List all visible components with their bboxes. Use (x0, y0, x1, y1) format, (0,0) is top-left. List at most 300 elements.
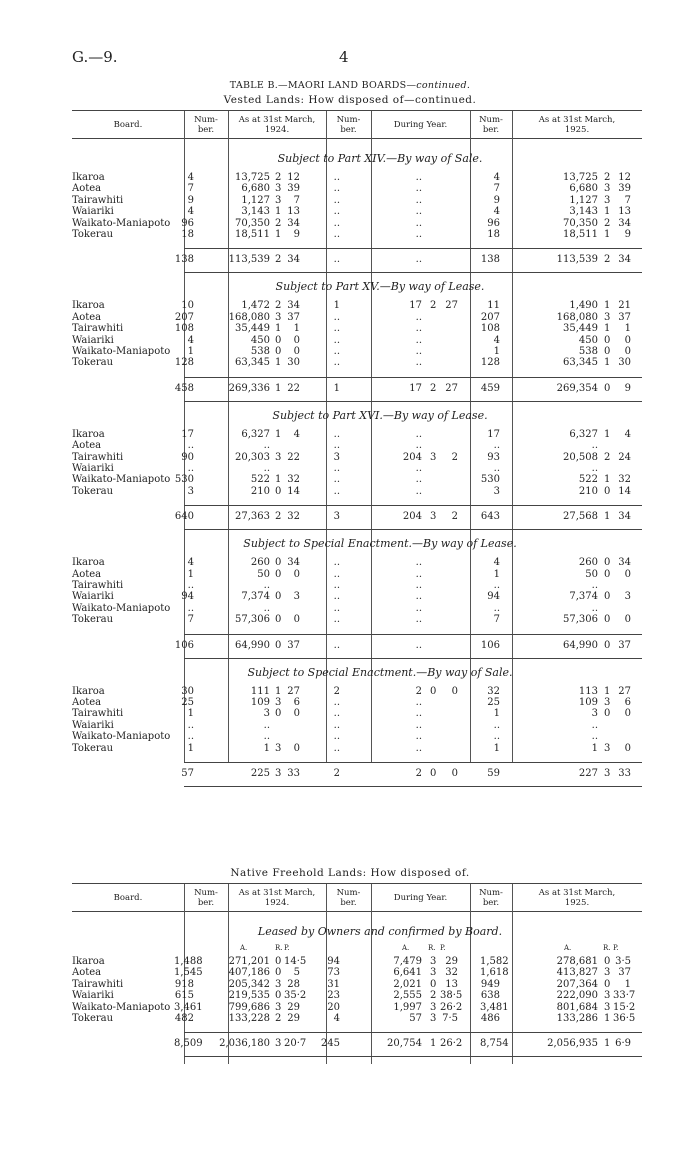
cell-r1: 0 (275, 346, 282, 357)
total-n1: 458 (174, 382, 194, 394)
cell-a1: 111 (250, 685, 270, 697)
cell-a2: .. (415, 463, 422, 474)
total-r1: 2 (275, 254, 282, 266)
cell-a1: 1,472 (241, 300, 270, 312)
page-identifier: G.—9. (72, 48, 118, 66)
cell-r3: 1 (604, 323, 611, 335)
cell-p1: 30 (287, 357, 300, 369)
cell-n2: 20 (327, 1001, 340, 1013)
cell-a1: .. (263, 719, 270, 731)
cell-p1: 14·5 (284, 956, 307, 967)
total-rule (184, 634, 642, 635)
table-row (72, 206, 642, 218)
unit-label-r: R. (603, 944, 611, 952)
cell-n1: .. (187, 440, 194, 452)
cell-a3: 168,080 (556, 311, 598, 323)
cell-p3: 21 (618, 300, 631, 312)
board-name: Tokerau (72, 614, 114, 626)
unit-label-p: P. (284, 944, 290, 952)
board-name: Tokerau (72, 357, 114, 369)
cell-a2: .. (415, 217, 422, 229)
cell-r1: 1 (275, 428, 282, 440)
header-as-at-1925: As at 31st March, 1925. (538, 115, 616, 135)
board-name: Aotea (72, 440, 102, 452)
total-a3: 227 (578, 768, 598, 779)
cell-r3: 1 (604, 357, 611, 369)
cell-a3: 3,143 (569, 206, 598, 218)
cell-r3: 3 (604, 183, 611, 195)
cell-a2: 6,641 (393, 967, 422, 979)
cell-p1: 28 (287, 978, 300, 990)
total-p1: 32 (287, 511, 300, 523)
cell-n1: 7 (187, 614, 194, 626)
total-rule (184, 377, 642, 378)
total-p1: 37 (287, 639, 300, 651)
cell-p3: 0 (624, 614, 631, 626)
table-title: TABLE B.—MAORI LAND BOARDS—continued. (229, 80, 471, 91)
cell-a2: .. (415, 440, 422, 452)
cell-n3: 108 (480, 323, 500, 335)
table-row (72, 474, 642, 486)
cell-a2: 57 (409, 1013, 422, 1024)
cell-p1: 27 (287, 685, 300, 697)
cell-n3: 7 (493, 614, 500, 626)
cell-a2: .. (415, 614, 422, 626)
cell-p2: 38·5 (440, 990, 463, 1002)
cell-a3: 133,286 (556, 1013, 598, 1024)
board-name: Tairawhiti (72, 323, 124, 335)
total-a3: 64,990 (563, 639, 598, 651)
total-n1: 138 (174, 254, 194, 266)
cell-r2: 3 (430, 1013, 437, 1024)
total-rule (184, 248, 642, 249)
cell-n3: .. (493, 719, 500, 731)
cell-a1: 13,725 (235, 172, 270, 183)
cell-n1: 30 (181, 685, 194, 697)
total-p3: 34 (618, 511, 631, 523)
cell-r3: 1 (604, 1013, 611, 1024)
cell-n1: 918 (174, 978, 194, 990)
section-bottom-rule (184, 401, 642, 402)
total-row (72, 383, 642, 395)
cell-a2: 2 (415, 685, 422, 697)
cell-a3: 70,350 (563, 217, 598, 229)
header-as-at-1925: As at 31st March, 1925. (538, 888, 616, 908)
total-p2: 26·2 (440, 1038, 463, 1050)
header-as-at-1924: As at 31st March, 1924. (238, 888, 316, 908)
cell-a2: .. (415, 591, 422, 603)
board-name: Tokerau (72, 229, 114, 240)
cell-n2: .. (333, 440, 340, 452)
section-title: Subject to Part XIV.—By way of Sale. (277, 152, 483, 165)
cell-n2: 23 (327, 990, 340, 1002)
cell-n3: 4 (493, 557, 500, 569)
cell-n2: .. (333, 697, 340, 708)
cell-p1: 0 (293, 568, 300, 580)
cell-n2: .. (333, 485, 340, 497)
cell-p3: 3 (624, 591, 631, 603)
section-title: Subject to Part XVI.—By way of Lease. (272, 408, 488, 422)
board-name: Ikaroa (72, 300, 105, 312)
cell-p1: 6 (293, 697, 300, 708)
cell-r3: 3 (604, 311, 611, 323)
cell-n1: 4 (187, 172, 194, 183)
section-title: Subject to Special Enactment.—By way of Sale. (247, 665, 513, 679)
cell-r1: 0 (275, 591, 282, 603)
cell-p2: 13 (445, 978, 458, 990)
cell-n1: 615 (174, 990, 194, 1002)
cell-r1: 2 (275, 217, 282, 229)
unit-label-a: A. (240, 944, 248, 952)
cell-a1: 18,511 (235, 229, 270, 240)
cell-r3: 3 (604, 742, 611, 754)
table-row (72, 591, 642, 603)
table-row (72, 195, 642, 207)
cell-a3: 1,490 (569, 300, 598, 312)
cell-a3: 20,508 (563, 451, 598, 463)
cell-a3: 18,511 (563, 229, 598, 240)
table-row (72, 569, 642, 581)
cell-a2: .. (415, 557, 422, 569)
cell-p1: 37 (287, 311, 300, 323)
cell-p2: 29 (445, 956, 458, 967)
board-name: Waiariki (72, 719, 114, 731)
table-row (72, 463, 642, 475)
cell-a3: 50 (585, 568, 598, 580)
total-p3: 33 (618, 768, 631, 779)
total-n1: 8,509 (174, 1038, 203, 1050)
total-r3: 1 (604, 511, 611, 523)
cell-a1: 57,306 (235, 614, 270, 626)
cell-a2: .. (415, 229, 422, 240)
cell-n3: 1 (493, 346, 500, 357)
total-a2: 17 (409, 382, 422, 394)
cell-n3: 32 (487, 685, 500, 697)
cell-p3: 34 (618, 217, 631, 229)
cell-a3: 3 (591, 708, 598, 720)
cell-p1: 12 (287, 172, 300, 183)
cell-a2: 7,479 (393, 956, 422, 967)
header-board: Board. (113, 120, 143, 130)
board-name: Ikaroa (72, 685, 105, 697)
cell-r2: 3 (430, 956, 437, 967)
cell-r1: 3 (275, 978, 282, 990)
cell-a2: .. (415, 568, 422, 580)
cell-n1: 3,461 (174, 1001, 203, 1013)
cell-a2: .. (415, 346, 422, 357)
cell-p1: 14 (287, 485, 300, 497)
cell-n1: 4 (187, 206, 194, 218)
table-row (72, 229, 642, 241)
cell-p3: 32 (618, 474, 631, 486)
cell-a2: .. (415, 183, 422, 195)
cell-p3: 33·7 (613, 990, 636, 1002)
total-p1: 33 (287, 768, 300, 779)
cell-n1: 530 (174, 474, 194, 486)
cell-a1: .. (263, 463, 270, 474)
cell-n1: 1 (187, 742, 194, 754)
cell-r1: 2 (275, 1013, 282, 1024)
cell-a2: .. (415, 580, 422, 591)
section-title: Subject to Special Enactment.—By way of Lease. (243, 537, 517, 551)
cell-a1: 168,080 (228, 311, 270, 323)
cell-a2: .. (415, 731, 422, 743)
cell-n3: 4 (493, 334, 500, 346)
header-during-year: During Year. (393, 120, 448, 130)
cell-p1: 0 (293, 708, 300, 720)
cell-n3: 17 (487, 428, 500, 440)
cell-a1: 6,327 (241, 428, 270, 440)
table-row (72, 346, 642, 358)
cell-r1: 1 (275, 474, 282, 486)
cell-p1: 0 (293, 334, 300, 346)
total-a2: .. (415, 639, 422, 651)
cell-a1: 133,228 (228, 1013, 270, 1024)
cell-r1: 3 (275, 183, 282, 195)
cell-a3: 6,327 (569, 428, 598, 440)
table-row (72, 708, 642, 720)
board-name: Waiariki (72, 206, 114, 218)
cell-n1: 9 (187, 194, 194, 206)
cell-r2: 3 (430, 451, 437, 463)
cell-r3: 1 (604, 206, 611, 218)
total-a3: 2,056,935 (547, 1038, 598, 1050)
total-r3: 0 (604, 382, 611, 394)
board-name: Waikato-Maniapoto (72, 731, 171, 743)
cell-p3: 36·5 (613, 1013, 636, 1024)
total-a1: 269,336 (228, 382, 270, 394)
cell-n1: 482 (174, 1013, 194, 1024)
table-row (72, 1002, 642, 1014)
total-a2: 204 (402, 511, 422, 523)
cell-p1: 1 (293, 323, 300, 335)
total-n2: 3 (333, 511, 340, 523)
cell-p1: 29 (287, 1013, 300, 1024)
cell-a1: 70,350 (235, 217, 270, 229)
cell-a3: 13,725 (563, 172, 598, 183)
total-r3: 0 (604, 639, 611, 651)
cell-p3: 9 (624, 229, 631, 240)
total-r3: 2 (604, 254, 611, 266)
cell-n1: 90 (181, 451, 194, 463)
section-bottom-rule (184, 529, 642, 530)
total-a1: 64,990 (235, 639, 270, 651)
cell-r3: 3 (604, 967, 611, 979)
cell-p1: 35·2 (284, 990, 307, 1002)
cell-n2: .. (333, 591, 340, 603)
cell-n1: 17 (181, 428, 194, 440)
cell-a2: .. (415, 334, 422, 346)
total-p1: 20·7 (284, 1038, 307, 1050)
cell-a3: 222,090 (556, 990, 598, 1002)
cell-n2: .. (333, 172, 340, 183)
cell-a3: 109 (578, 697, 598, 708)
cell-n3: 1,618 (480, 967, 509, 979)
cell-a2: .. (415, 708, 422, 720)
table-row (72, 967, 642, 979)
cell-p3: 7 (624, 194, 631, 206)
total-row (72, 1038, 642, 1050)
cell-a3: 210 (578, 485, 598, 497)
cell-a2: .. (415, 602, 422, 614)
cell-a3: .. (591, 731, 598, 743)
cell-r3: 0 (604, 708, 611, 720)
cell-a2: .. (415, 206, 422, 218)
board-name: Tairawhiti (72, 194, 124, 206)
total-a1: 225 (250, 768, 270, 779)
cell-a1: 7,374 (241, 591, 270, 603)
cell-a3: .. (591, 440, 598, 452)
table-row (72, 1013, 642, 1025)
cell-r3: 1 (604, 229, 611, 240)
total-n3: 59 (487, 768, 500, 779)
board-name: Tokerau (72, 742, 114, 754)
total-n3: 459 (480, 382, 500, 394)
cell-n1: 128 (174, 357, 194, 369)
total-r1: 2 (275, 511, 282, 523)
cell-n3: .. (493, 440, 500, 452)
cell-a2: 2,555 (393, 990, 422, 1002)
cell-n1: .. (187, 463, 194, 474)
cell-n3: .. (493, 463, 500, 474)
cell-a3: .. (591, 580, 598, 591)
cell-r1: 3 (275, 697, 282, 708)
cell-n2: .. (333, 346, 340, 357)
cell-n2: 4 (333, 1013, 340, 1024)
cell-a1: .. (263, 602, 270, 614)
cell-p2: 32 (445, 967, 458, 979)
total-n1: 57 (181, 768, 194, 779)
total-a2: .. (415, 254, 422, 266)
section-title: Leased by Owners and confirmed by Board. (257, 925, 503, 938)
board-name: Aotea (72, 967, 102, 979)
cell-r3: 0 (604, 591, 611, 603)
total-p3: 37 (618, 639, 631, 651)
cell-n1: 1,488 (174, 956, 203, 967)
cell-r1: 1 (275, 323, 282, 335)
total-a3: 269,354 (556, 382, 598, 394)
cell-p3: 37 (618, 311, 631, 323)
cell-n3: 93 (487, 451, 500, 463)
cell-n3: 11 (487, 300, 500, 312)
cell-n2: .. (333, 731, 340, 743)
cell-r2: 0 (430, 978, 437, 990)
cell-r1: 2 (275, 300, 282, 312)
cell-a3: 207,364 (556, 978, 598, 990)
table1-header-bottom-rule (72, 138, 642, 139)
cell-n1: 7 (187, 183, 194, 195)
cell-a1: .. (263, 580, 270, 591)
cell-p1: 34 (287, 217, 300, 229)
cell-p3: 24 (618, 451, 631, 463)
table2-header-top-rule (72, 883, 642, 884)
unit-label-r: R. (275, 944, 283, 952)
table1-header-top-rule (72, 110, 642, 111)
cell-r2: 3 (430, 1001, 437, 1013)
cell-p3: 30 (618, 357, 631, 369)
cell-n1: .. (187, 602, 194, 614)
cell-r3: 1 (604, 300, 611, 312)
table-row (72, 614, 642, 626)
board-name: Aotea (72, 568, 102, 580)
total-rule (184, 505, 642, 506)
unit-label-a: A. (402, 944, 410, 952)
total-r1: 0 (275, 639, 282, 651)
cell-n2: 94 (327, 956, 340, 967)
cell-r1: 3 (275, 451, 282, 463)
cell-r1: 1 (275, 357, 282, 369)
cell-a1: 109 (250, 697, 270, 708)
board-name: Ikaroa (72, 956, 105, 967)
cell-n2: .. (333, 183, 340, 195)
total-r1: 3 (275, 768, 282, 779)
cell-n1: 207 (174, 311, 194, 323)
cell-p1: 5 (293, 967, 300, 979)
cell-p3: 6 (624, 697, 631, 708)
cell-r2: 3 (430, 967, 437, 979)
cell-r1: 0 (275, 967, 282, 979)
cell-a1: 3,143 (241, 206, 270, 218)
total-n2: .. (333, 254, 340, 266)
table-row (72, 603, 642, 615)
board-name: Waikato-Maniapoto (72, 217, 171, 229)
total-n3: 138 (480, 254, 500, 266)
cell-r1: 1 (275, 229, 282, 240)
cell-a3: 538 (578, 346, 598, 357)
cell-r1: 0 (275, 956, 282, 967)
cell-a2: .. (415, 428, 422, 440)
cell-r3: 1 (604, 474, 611, 486)
total-r2: 0 (430, 768, 437, 779)
cell-p3: 1 (624, 978, 631, 990)
section-bottom-rule (184, 1056, 642, 1057)
table-row (72, 183, 642, 195)
cell-a1: 210 (250, 485, 270, 497)
cell-r3: 1 (604, 685, 611, 697)
cell-n3: 94 (487, 591, 500, 603)
cell-a3: 1 (591, 742, 598, 754)
cell-p1: 4 (293, 428, 300, 440)
total-n2: .. (333, 639, 340, 651)
cell-r2: 0 (430, 685, 437, 697)
cell-n2: .. (333, 194, 340, 206)
cell-n2: .. (333, 311, 340, 323)
cell-n3: 207 (480, 311, 500, 323)
cell-a3: 7,374 (569, 591, 598, 603)
cell-n1: .. (187, 731, 194, 743)
cell-r1: 0 (275, 568, 282, 580)
total-p3: 6·9 (615, 1038, 631, 1050)
cell-p2: 2 (451, 451, 458, 463)
board-name: Tokerau (72, 485, 114, 497)
cell-p3: 15·2 (613, 1001, 636, 1013)
table-row (72, 323, 642, 335)
cell-a2: 2,021 (393, 978, 422, 990)
cell-a2: .. (415, 474, 422, 486)
cell-p1: 0 (293, 346, 300, 357)
total-r3: 3 (604, 768, 611, 779)
section-title: Subject to Part XV.—By way of Lease. (275, 280, 485, 294)
unit-label-p: P. (613, 944, 619, 952)
cell-r3: 2 (604, 172, 611, 183)
cell-n3: 638 (480, 990, 500, 1002)
total-a2: 20,754 (387, 1038, 422, 1050)
cell-a1: 35,449 (235, 323, 270, 335)
cell-a1: 219,535 (228, 990, 270, 1002)
unit-label-r: R. (428, 944, 436, 952)
section-bottom-rule (184, 272, 642, 273)
cell-p3: 3·5 (615, 956, 631, 967)
